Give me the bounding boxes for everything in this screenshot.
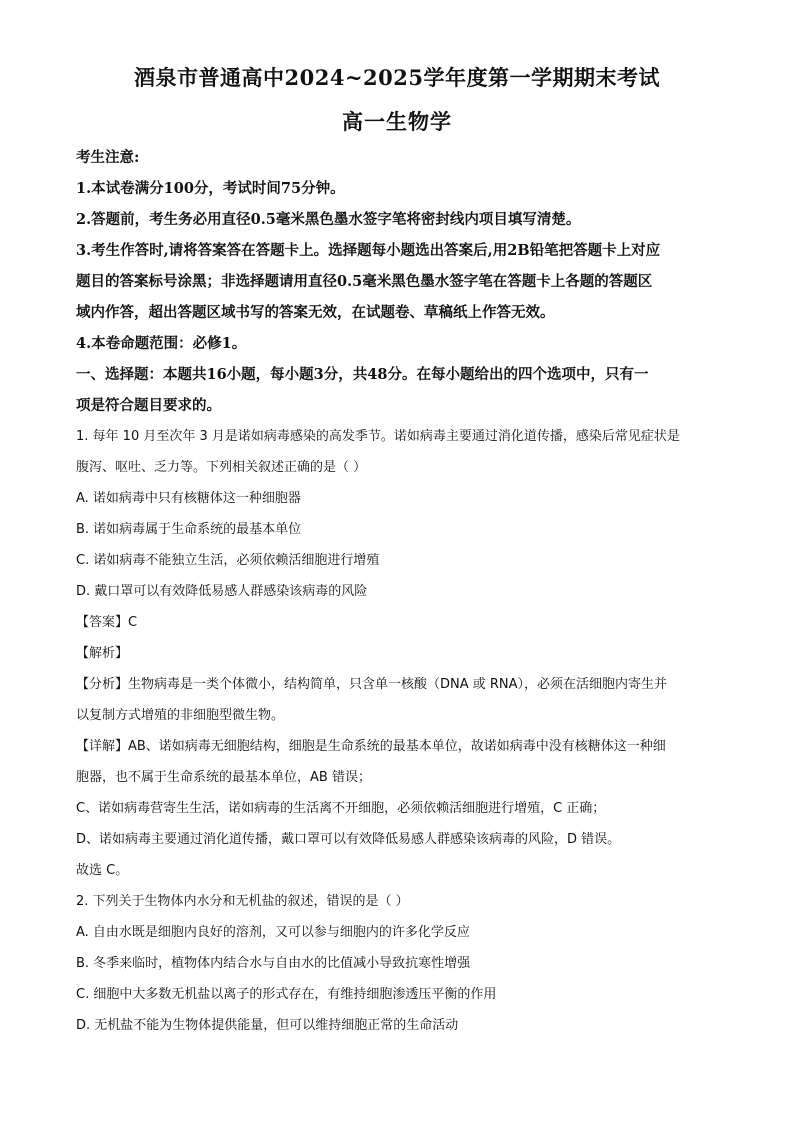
question-1-fenxi-line-2: 以复制方式增殖的非细胞型微生物。 — [76, 708, 285, 723]
notice-item-1: 1.本试卷满分100分，考试时间75分钟。 — [76, 180, 345, 197]
question-1-xiangjie-line-2: 胞器，也不属于生命系统的最基本单位，AB 错误； — [76, 770, 371, 785]
exam-subject: 高一生物学 — [342, 109, 452, 134]
question-1-option-a: A. 诺如病毒中只有核糖体这一种细胞器 — [76, 491, 301, 506]
question-1-xiangjie-line-1: 【详解】AB、诺如病毒无细胞结构，细胞是生命系统的最基本单位，故诺如病毒中没有核糖体这一种细 — [76, 739, 666, 754]
exam-title: 酒泉市普通高中2024~2025学年度第一学期期末考试 — [134, 65, 660, 90]
notice-item-3-line-3: 域内作答，超出答题区域书写的答案无效，在试题卷、草稿纸上作答无效。 — [76, 304, 555, 321]
question-1-conclusion: 故选 C。 — [76, 863, 129, 878]
section-heading-line-2: 项是符合题目要求的。 — [76, 397, 221, 414]
question-1-stem-line-2: 腹泻、呕吐、乏力等。下列相关叙述正确的是（ ） — [76, 460, 367, 475]
exam-content — [76, 142, 721, 1041]
question-2-option-d: D. 无机盐不能为生物体提供能量，但可以维持细胞正常的生命活动 — [76, 1018, 459, 1033]
question-1-option-b: B. 诺如病毒属于生命系统的最基本单位 — [76, 522, 302, 537]
question-1-xiangjie-line-4: D、诺如病毒主要通过消化道传播，戴口罩可以有效降低易感人群感染该病毒的风险，D 错误。 — [76, 832, 621, 847]
question-1-option-d: D. 戴口罩可以有效降低易感人群感染该病毒的风险 — [76, 584, 368, 599]
question-1-xiangjie-line-3: C、诺如病毒营寄生生活，诺如病毒的生活离不开细胞，必须依赖活细胞进行增殖，C 正确； — [76, 801, 606, 816]
notice-item-3-line-2: 题目的答案标号涂黑；非选择题请用直径0.5毫米黑色墨水签字笔在答题卡上各题的答题区 — [76, 273, 653, 290]
notice-item-2: 2.答题前，考生务必用直径0.5毫米黑色墨水签字笔将密封线内项目填写清楚。 — [76, 211, 581, 228]
question-2-option-c: C. 细胞中大多数无机盐以离子的形式存在，有维持细胞渗透压平衡的作用 — [76, 987, 497, 1002]
question-2-option-a: A. 自由水既是细胞内良好的溶剂，又可以参与细胞内的许多化学反应 — [76, 925, 470, 940]
question-1-option-c: C. 诺如病毒不能独立生活，必须依赖活细胞进行增殖 — [76, 553, 380, 568]
question-2-option-b: B. 冬季来临时，植物体内结合水与自由水的比值减小导致抗寒性增强 — [76, 956, 471, 971]
question-1-answer: 【答案】C — [76, 615, 138, 630]
question-2-stem: 2. 下列关于生物体内水分和无机盐的叙述，错误的是（ ） — [76, 894, 409, 909]
question-1-fenxi-line-1: 【分析】生物病毒是一类个体微小，结构简单，只含单一核酸（DNA 或 RNA），必须在活细胞内寄生并 — [76, 677, 668, 692]
notice-item-4: 4.本卷命题范围：必修1。 — [76, 335, 247, 352]
notice-heading: 考生注意: — [76, 149, 140, 166]
question-1-analysis-label: 【解析】 — [76, 646, 129, 661]
section-heading-line-1: 一、选择题：本题共16小题，每小题3分，共48分。在每小题给出的四个选项中，只有一 — [76, 366, 649, 383]
notice-item-3-line-1: 3.考生作答时,请将答案答在答题卡上。选择题每小题选出答案后,用2B铅笔把答题卡上对应 — [76, 242, 661, 259]
question-1-stem-line-1: 1. 每年 10 月至次年 3 月是诺如病毒感染的高发季节。诺如病毒主要通过消化道传播，感染后常见症状是 — [76, 429, 680, 444]
